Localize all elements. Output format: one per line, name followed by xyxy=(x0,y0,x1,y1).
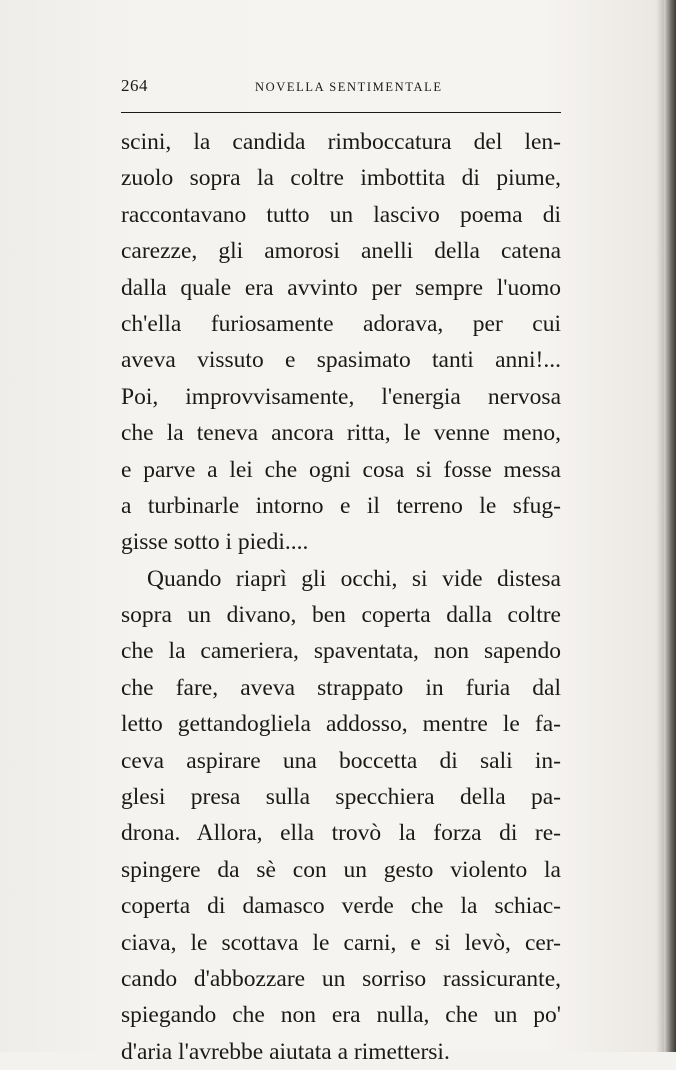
text-line: spingere da sè con un gesto violento la xyxy=(121,856,561,883)
text-line: ciava, le scottava le carni, e si levò, cer- xyxy=(121,929,561,956)
page-header xyxy=(121,76,561,100)
text-line: drona. Allora, ella trovò la forza di re- xyxy=(121,820,561,847)
paragraph-first-line: Quando riaprì gli occhi, si vide distesa xyxy=(147,565,561,592)
running-title: NOVELLA SENTIMENTALE xyxy=(255,80,443,94)
text-line: scini, la candida rimboccatura del len- xyxy=(121,129,561,155)
text-line: raccontavano tutto un lascivo poema di xyxy=(121,201,561,228)
body-text xyxy=(121,124,561,1070)
text-line: glesi presa sulla specchiera della pa- xyxy=(121,784,561,811)
text-line: letto gettandogliela addosso, mentre le fa- xyxy=(121,711,561,738)
text-line: che la cameriera, spaventata, non sapendo xyxy=(121,638,561,665)
page-number: 264 xyxy=(121,76,148,95)
text-line: a turbinarle intorno e il terreno le sfug- xyxy=(121,492,561,519)
text-line: che fare, aveva strappato in furia dal xyxy=(121,674,561,701)
text-line: sopra un divano, ben coperta dalla coltre xyxy=(121,602,561,629)
text-line: ch'ella furiosamente adorava, per cui xyxy=(121,310,561,337)
text-line: spiegando che non era nulla, che un po' xyxy=(121,1002,561,1029)
text-line: ceva aspirare una boccetta di sali in- xyxy=(121,747,561,774)
text-line: e parve a lei che ogni cosa si fosse messa xyxy=(121,456,561,483)
text-line: aveva vissuto e spasimato tanti anni!... xyxy=(121,347,561,374)
text-line: zuolo sopra la coltre imbottita di piume, xyxy=(121,165,561,192)
text-line: coperta di damasco verde che la schiac- xyxy=(121,893,561,920)
text-line: che la teneva ancora ritta, le venne meno, xyxy=(121,420,561,447)
text-line: carezze, gli amorosi anelli della catena xyxy=(121,238,561,265)
text-line: dalla quale era avvinto per sempre l'uomo xyxy=(121,274,561,301)
text-line: cando d'abbozzare un sorriso rassicurante, xyxy=(121,965,561,992)
binding-edge xyxy=(664,0,676,1052)
text-line: Poi, improvvisamente, l'energia nervosa xyxy=(121,383,561,410)
header-rule xyxy=(121,112,561,113)
text-line: d'aria l'avrebbe aiutata a rimettersi. xyxy=(121,1038,450,1065)
text-line: gisse sotto i piedi.... xyxy=(121,529,309,556)
